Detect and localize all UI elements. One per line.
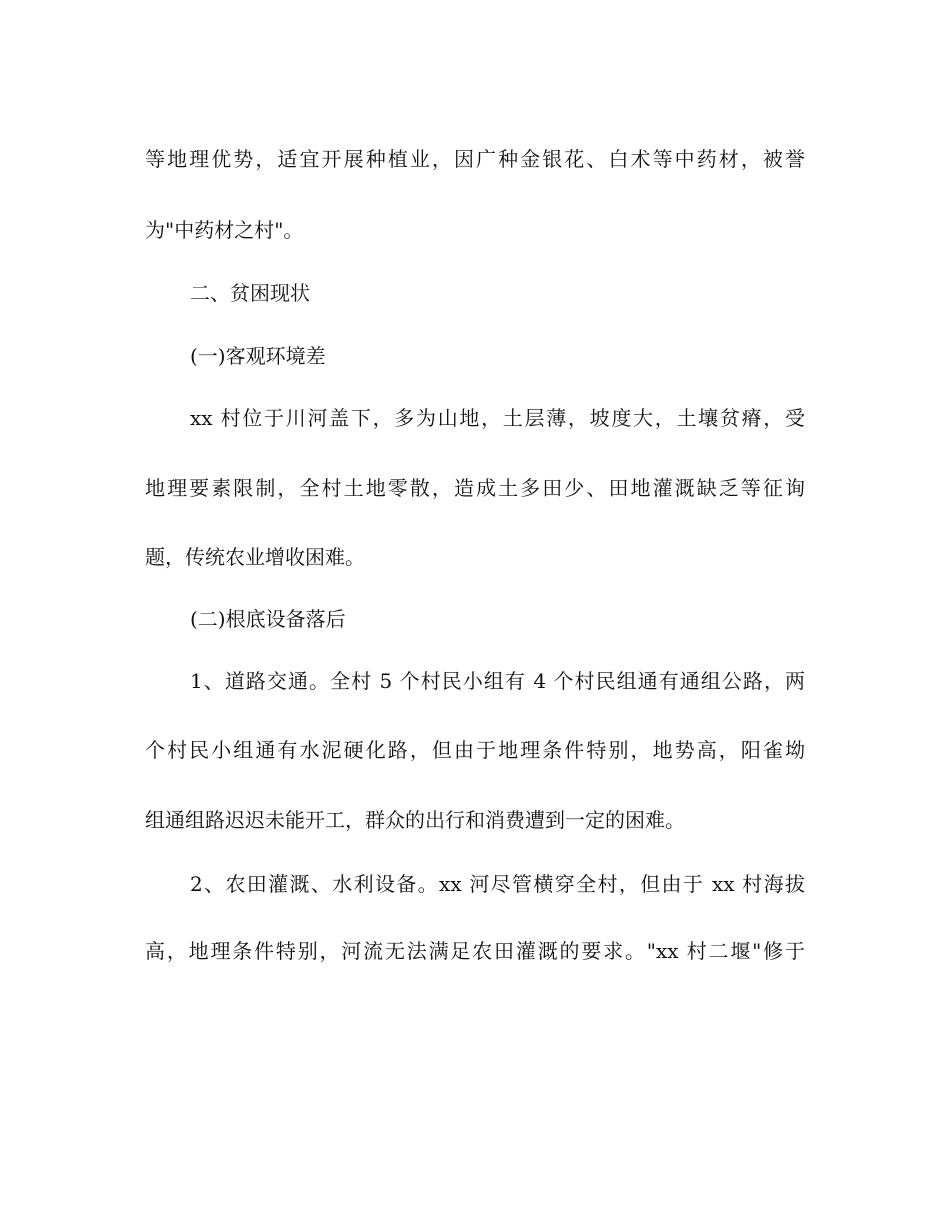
subsection-heading: (一)客观环境差 bbox=[190, 344, 326, 368]
paragraph-line: 等地理优势，适宜开展种植业，因广种金银花、白术等中药材，被誉 bbox=[145, 147, 805, 171]
paragraph-line: 组通组路迟迟未能开工，群众的出行和消费遭到一定的困难。 bbox=[145, 808, 685, 832]
section-heading: 二、贫困现状 bbox=[190, 281, 310, 305]
paragraph-line: xx 村位于川河盖下，多为山地，土层薄，坡度大，土壤贫瘠，受 bbox=[190, 406, 805, 430]
paragraph-line: 为"中药材之村"。 bbox=[145, 218, 304, 242]
paragraph-line: 高，地理条件特别，河流无法满足农田灌溉的要求。"xx 村二堰"修于 bbox=[145, 939, 805, 963]
paragraph-line: 1、道路交通。全村 5 个村民小组有 4 个村民组通有通组公路，两 bbox=[190, 669, 805, 693]
paragraph-line: 个村民小组通有水泥硬化路，但由于地理条件特别，地势高，阳雀坳 bbox=[145, 738, 805, 762]
subsection-heading: (二)根底设备落后 bbox=[190, 607, 346, 631]
paragraph-line: 2、农田灌溉、水利设备。xx 河尽管横穿全村，但由于 xx 村海拔 bbox=[190, 872, 805, 896]
paragraph-line: 题，传统农业增收困难。 bbox=[145, 545, 365, 569]
paragraph-line: 地理要素限制，全村土地零散，造成土多田少、田地灌溉缺乏等征询 bbox=[145, 476, 805, 500]
